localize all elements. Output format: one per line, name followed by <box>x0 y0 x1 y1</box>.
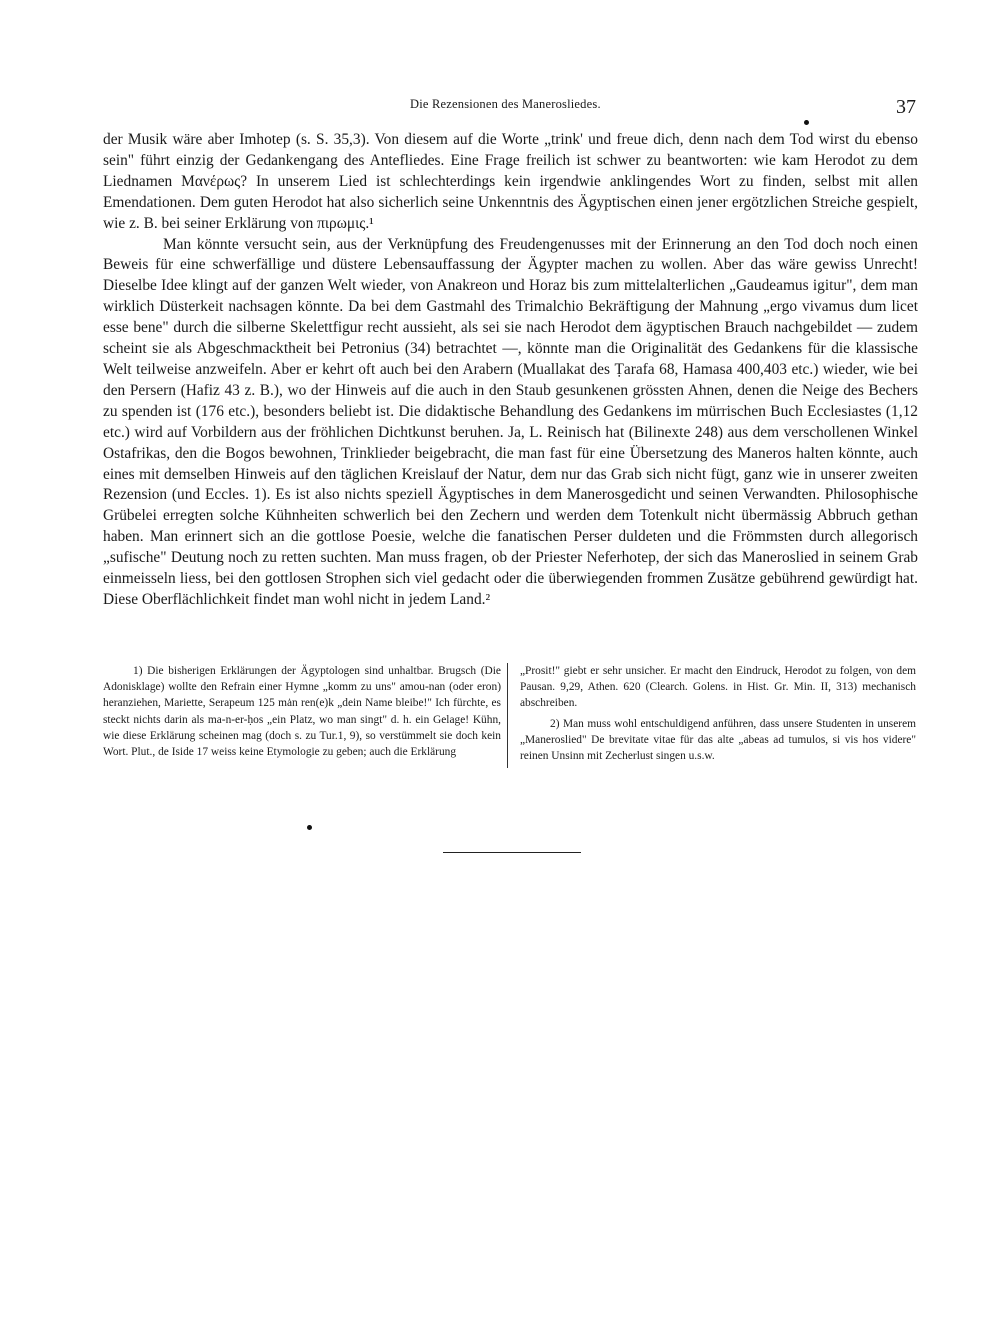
page-number: 37 <box>896 96 916 118</box>
running-title: Die Rezensionen des Manerosliedes. <box>410 97 601 111</box>
paragraph-2: Man könnte versucht sein, aus der Verknüpfung des Freudengenusses mit der Erinnerung an den Tod doch noch einen Beweis für eine schwerfällige und düstere Lebensauffassung der Ägypter machen zu wollen. Aber das wäre gewiss Unrecht! Dieselbe Idee klingt auf der ganzen Welt wieder, von Anakreon und Horaz bis zum mittelalterlichen „Gaudeamus igitur", dem man wirklich Düsterkeit nachsagen könnte. Da bei dem Gastmahl des Trimalchio Bekräftigung der Mahnung „ergo vivamus dum licet esse bene" durch die silberne Skelettfigur recht aussieht, als sei sie nach Herodot dem ägyptischen Brauch nachgebildet — zudem scheint sie als Abgeschmacktheit bei Petronius (34) betrachtet —, könnte man die Originalität des Gedankens für die klassische Welt teilweise anzweifeln. Aber er kehrt oft auch bei den Arabern (Muallakat des Ṭarafa 68, Hamasa 400,403 etc.) wieder, wie bei den Persern (Hafiz 43 z. B.), wo der Hinweis auf die auch in den Staub gesunkenen grössten Ahnen, denen die Neige des Bechers zu spenden ist (176 etc.), besonders beliebt ist. Die didaktische Behandlung des Gedankens im mürrischen Buch Ecclesiastes (1,12 etc.) wird auf Vorbildern aus der fröhlichen Dichtkunst beruhen. Ja, L. Reinisch hat (Bilinexte 248) aus dem verschollenen Winkel Ostafrikas, den die Bogos bewohnen, Trinklieder beigebracht, die man fast für eine Übersetzung des Maneros halten könnte, auch eines mit demselben Hinweis auf den täglichen Kreislauf der Natur, dem nur das Grab sich nicht fügt, ganz wie in unserer zweiten Rezension (und Eccles. 1). Es ist also nichts speziell Ägyptisches in dem Manerosgedicht und seinen Verwandten. Philosophische Grübelei erregten solche Kühnheiten schwerlich bei den Zechern und werden dem Totenkult nicht übermässig Abbruch gethan haben. Man erinnert sich an die gottlose Poesie, welche die fanatischen Perser duldeten und die Frömmsten durch allegorisch „sufische" Deutung noch zu retten suchten. Man muss fragen, ob der Priester Neferhotep, der sich das Maneroslied in seinem Grab einmeisseln liess, bei den gottlosen Strophen sich viel gedacht oder die überwiegenden frommen Zusätze gebührend gewürdigt hat. Diese Oberflächlichkeit findet man wohl nicht in jedem Land.² <box>103 235 918 608</box>
footnote-column-left <box>103 663 508 768</box>
footnote-1-continuation: „Prosit!" giebt er sehr unsicher. Er macht den Eindruck, Herodot zu folgen, von dem Pausan. 9,29, Athen. 620 (Clearch. Golens. in Hist. Gr. Min. II, 313) mechanisch abschreiben. <box>520 665 916 710</box>
print-speck-top <box>804 120 809 125</box>
footnotes <box>103 663 918 768</box>
footnote-2: 2) Man muss wohl entschuldigend anführen, dass unsere Studenten in unserem „Maneroslied" De brevitate vitae für das alte „abeas ad tumulos, si vis hos videre" reinen Unsinn mit Zecherlust singen u.s.w. <box>520 717 916 763</box>
main-text <box>103 130 918 611</box>
print-speck-bottom <box>307 825 312 830</box>
footnote-1: 1) Die bisherigen Erklärungen der Ägyptologen sind unhaltbar. Brugsch (Die Adonisklage) wollte den Refrain einer Hymne „komm zu uns" amou-nan (oder eron) heranziehen, Mariette, Serapeum 125 mȧn ren(e)k „dein Name bleibe!" Ich fürchte, es steckt nichts darin als ma-n-er-ḥos „ein Platz, wo man singt" d. h. ein Gelage! Kühn, wie diese Erklärung scheinen mag (doch s. zu Tur.1, 9), so verstümmelt sie doch kein Wort. Plut., de Iside 17 weiss keine Etymologie zu geben; auch die Erklärung <box>103 665 501 759</box>
footnote-column-right <box>508 663 916 768</box>
end-rule <box>443 852 581 853</box>
paragraph-1: der Musik wäre aber Imhotep (s. S. 35,3). Von diesem auf die Worte „trink' und freue dich, denn nach dem Tod wirst du ebenso sein" führt einzig der Gedankengang des Antefliedes. Eine Frage freilich ist schwer zu beantworten: wie kam Herodot zu dem Liednamen Μανέρως? In unserem Lied ist schlechterdings kein irgendwie anklingendes Wort zu finden, selbst mit allen Emendationen. Dem guten Herodot hat also sicherlich seine Unkenntnis des Ägyptischen einen jener ergötzlichen Streiche gespielt, wie z. B. bei seiner Erklärung von πιρωμις.¹ <box>103 131 918 232</box>
